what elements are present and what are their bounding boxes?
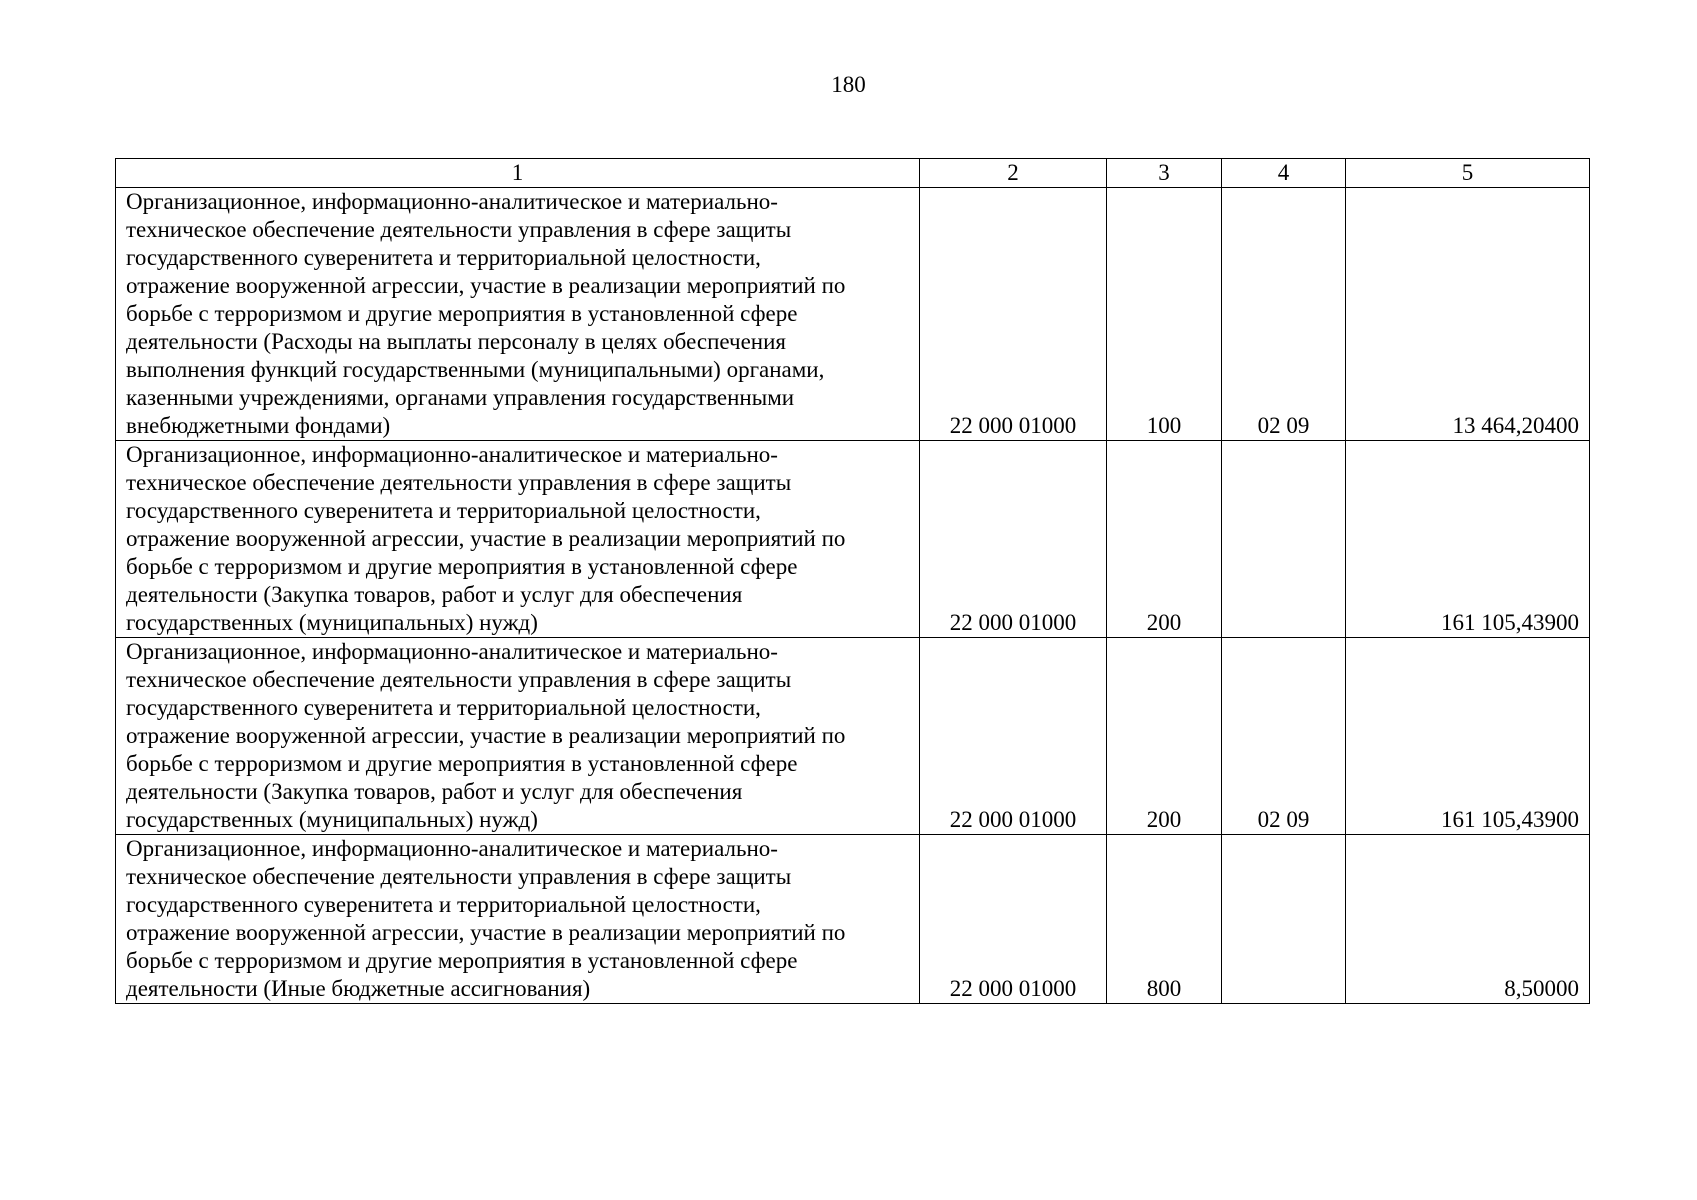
amount-cell: 161 105,43900 [1346, 441, 1590, 638]
description-line: борьбе с терроризмом и другие мероприятия в установленной сфере [126, 751, 798, 776]
target-article-cell: 22 000 01000 [920, 835, 1107, 1004]
page-number: 180 [831, 72, 866, 97]
description-line: техническое обеспечение деятельности управления в сфере защиты [126, 470, 792, 495]
table-row [116, 638, 1590, 835]
description-line: деятельности (Иные бюджетные ассигнования) [126, 976, 591, 1001]
header-row [116, 159, 1590, 188]
expense-type-cell: 200 [1107, 638, 1222, 835]
section-cell: 02 09 [1222, 188, 1346, 441]
header-cell-5: 5 [1346, 159, 1590, 188]
header-cell-2: 2 [920, 159, 1107, 188]
table-row [116, 441, 1590, 638]
description-line: государственного суверенитета и территориальной целостности, [126, 498, 761, 523]
section-cell: 02 09 [1222, 638, 1346, 835]
description-line: отражение вооруженной агрессии, участие в реализации мероприятий по [126, 723, 846, 748]
header-cell-4: 4 [1222, 159, 1346, 188]
description-line: отражение вооруженной агрессии, участие в реализации мероприятий по [126, 273, 846, 298]
description-line: выполнения функций государственными (муниципальными) органами, [126, 357, 825, 382]
table-row [116, 835, 1590, 1004]
description-cell [116, 638, 920, 835]
description-line: деятельности (Закупка товаров, работ и услуг для обеспечения [126, 779, 743, 804]
description-line: техническое обеспечение деятельности управления в сфере защиты [126, 217, 792, 242]
description-line: Организационное, информационно-аналитическое и материально- [126, 189, 778, 214]
description-line: казенными учреждениями, органами управления государственными [126, 385, 795, 410]
description-line: техническое обеспечение деятельности управления в сфере защиты [126, 864, 792, 889]
description-line: борьбе с терроризмом и другие мероприятия в установленной сфере [126, 301, 798, 326]
budget-table [115, 158, 1590, 1004]
description-line: Организационное, информационно-аналитическое и материально- [126, 836, 778, 861]
header-cell-3: 3 [1107, 159, 1222, 188]
description-cell [116, 835, 920, 1004]
target-article-cell: 22 000 01000 [920, 188, 1107, 441]
table-row [116, 188, 1590, 441]
description-line: борьбе с терроризмом и другие мероприятия в установленной сфере [126, 948, 798, 973]
description-line: деятельности (Закупка товаров, работ и услуг для обеспечения [126, 582, 743, 607]
expense-type-cell: 200 [1107, 441, 1222, 638]
description-line: отражение вооруженной агрессии, участие в реализации мероприятий по [126, 526, 846, 551]
header-cell-1: 1 [116, 159, 920, 188]
description-line: отражение вооруженной агрессии, участие в реализации мероприятий по [126, 920, 846, 945]
description-line: государственного суверенитета и территориальной целостности, [126, 245, 761, 270]
target-article-cell: 22 000 01000 [920, 638, 1107, 835]
description-line: государственного суверенитета и территориальной целостности, [126, 695, 761, 720]
amount-cell: 8,50000 [1346, 835, 1590, 1004]
amount-cell: 161 105,43900 [1346, 638, 1590, 835]
description-line: Организационное, информационно-аналитическое и материально- [126, 639, 778, 664]
description-line: государственных (муниципальных) нужд) [126, 807, 538, 832]
description-line: государственного суверенитета и территориальной целостности, [126, 892, 761, 917]
description-line: Организационное, информационно-аналитическое и материально- [126, 442, 778, 467]
description-line: борьбе с терроризмом и другие мероприятия в установленной сфере [126, 554, 798, 579]
amount-cell: 13 464,20400 [1346, 188, 1590, 441]
description-line: государственных (муниципальных) нужд) [126, 610, 538, 635]
description-cell [116, 441, 920, 638]
description-line: деятельности (Расходы на выплаты персоналу в целях обеспечения [126, 329, 786, 354]
expense-type-cell: 100 [1107, 188, 1222, 441]
description-line: техническое обеспечение деятельности управления в сфере защиты [126, 667, 792, 692]
expense-type-cell: 800 [1107, 835, 1222, 1004]
description-line: внебюджетными фондами) [126, 413, 391, 438]
target-article-cell: 22 000 01000 [920, 441, 1107, 638]
description-cell [116, 188, 920, 441]
section-cell [1222, 441, 1346, 638]
section-cell [1222, 835, 1346, 1004]
